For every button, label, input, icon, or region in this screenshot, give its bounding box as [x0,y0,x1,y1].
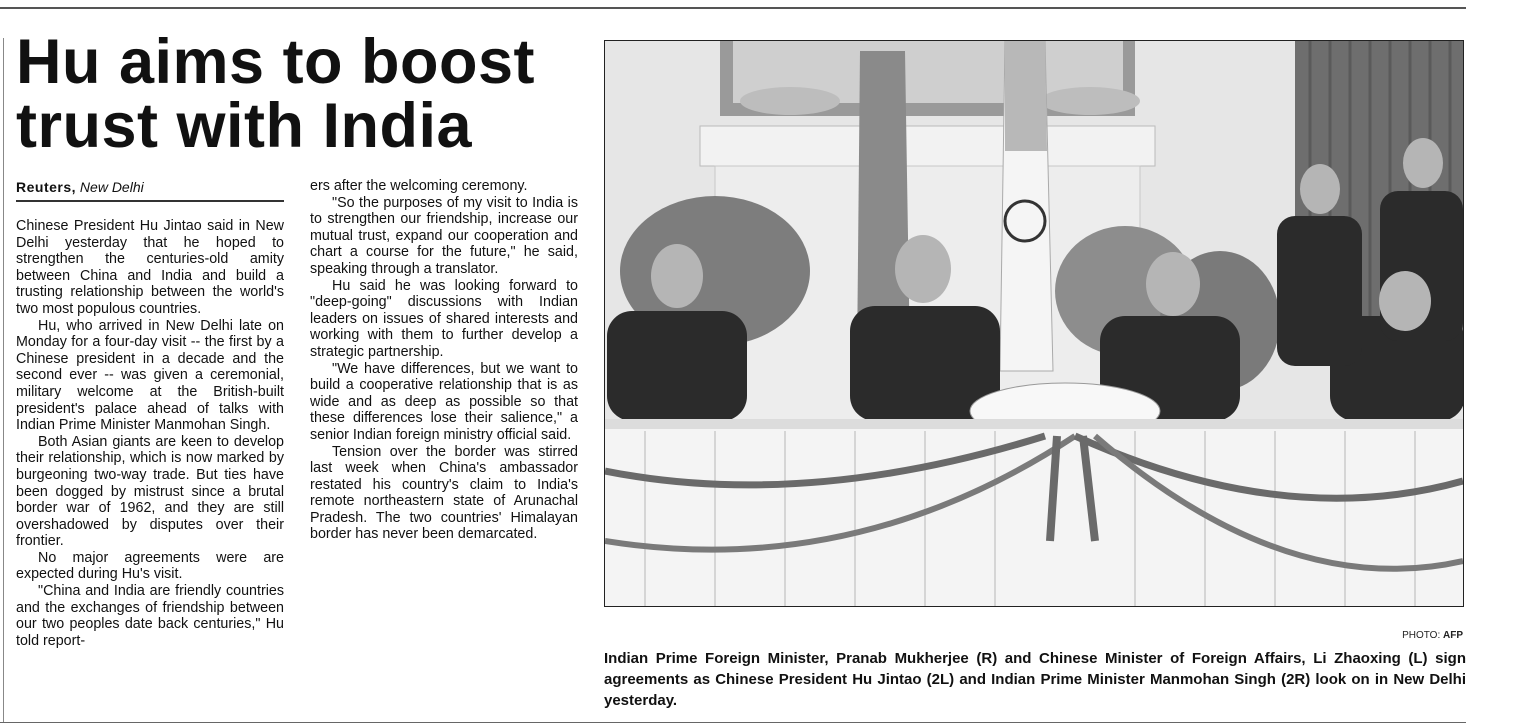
photo-credit-source: AFP [1443,630,1463,641]
paragraph: ers after the welcoming ceremony. [310,178,528,194]
photo-credit [1380,630,1463,641]
paragraph: Both Asian giants are keen to develop their relationship, which is now marked by burgeoning two-way trade. But ties have been dogged by mistrust since a brutal border war of 1962, and they are still overshadowed by disputes over their frontier. [16,433,284,550]
news-photo [604,40,1464,607]
photo-credit-label: PHOTO: [1402,630,1441,641]
article-column-2 [310,178,578,543]
byline-place: New Delhi [79,179,144,195]
photo-illustration [605,41,1463,606]
paragraph: No major agreements were are expected during Hu's visit. [16,549,284,583]
byline [16,178,284,202]
headline: Hu aims to boost trust with India [16,27,536,161]
paragraph: Chinese President Hu Jintao said in New Delhi yesterday that he hoped to strengthen the centuries-old amity between China and India and build a trusting relationship between the world's two most populous countries. [16,218,284,317]
paragraph: "So the purposes of my visit to India is to strengthen our friendship, increase our mutual trust, expand our cooperation and chart a course for the future," he said, speaking through a translator. [310,194,578,277]
paragraph: "We have differences, but we want to build a cooperative relationship that is as wide and as deep as possible so that these differences lose their salience," a senior Indian foreign ministry official said. [310,360,578,443]
top-rule [0,7,1466,9]
paragraph: Tension over the border was stirred last week when China's ambassador restated his country's claim to India's remote northeastern state of Arunachal Pradesh. The two countries' Himalayan border has never been demarcated. [310,443,578,543]
bottom-rule [0,722,1466,723]
paragraph: Hu said he was looking forward to "deep-going" discussions with Indian leaders on issues of shared interests and working with them to further develop a strategic partnership. [310,277,578,360]
paragraph: Hu, who arrived in New Delhi late on Monday for a four-day visit -- the first by a Chinese president in a decade and the second ever -- was given a ceremonial, military welcome at the British-built president's palace ahead of talks with Indian Prime Minister Manmohan Singh. [16,317,284,434]
paragraph: "China and India are friendly countries and the exchanges of friendship between our two peoples date back centuries," Hu told report- [16,583,284,649]
left-rule [3,38,4,722]
byline-agency: Reuters, [16,179,77,195]
article-column-1 [16,218,284,649]
photo-caption: Indian Prime Foreign Minister, Pranab Mukherjee (R) and Chinese Minister of Foreign Affairs, Li Zhaoxing (L) sign agreements as Chinese President Hu Jintao (2L) and Indian Prime Minister Manmohan Singh (2R) look on in New Delhi yesterday. [604,650,1466,709]
